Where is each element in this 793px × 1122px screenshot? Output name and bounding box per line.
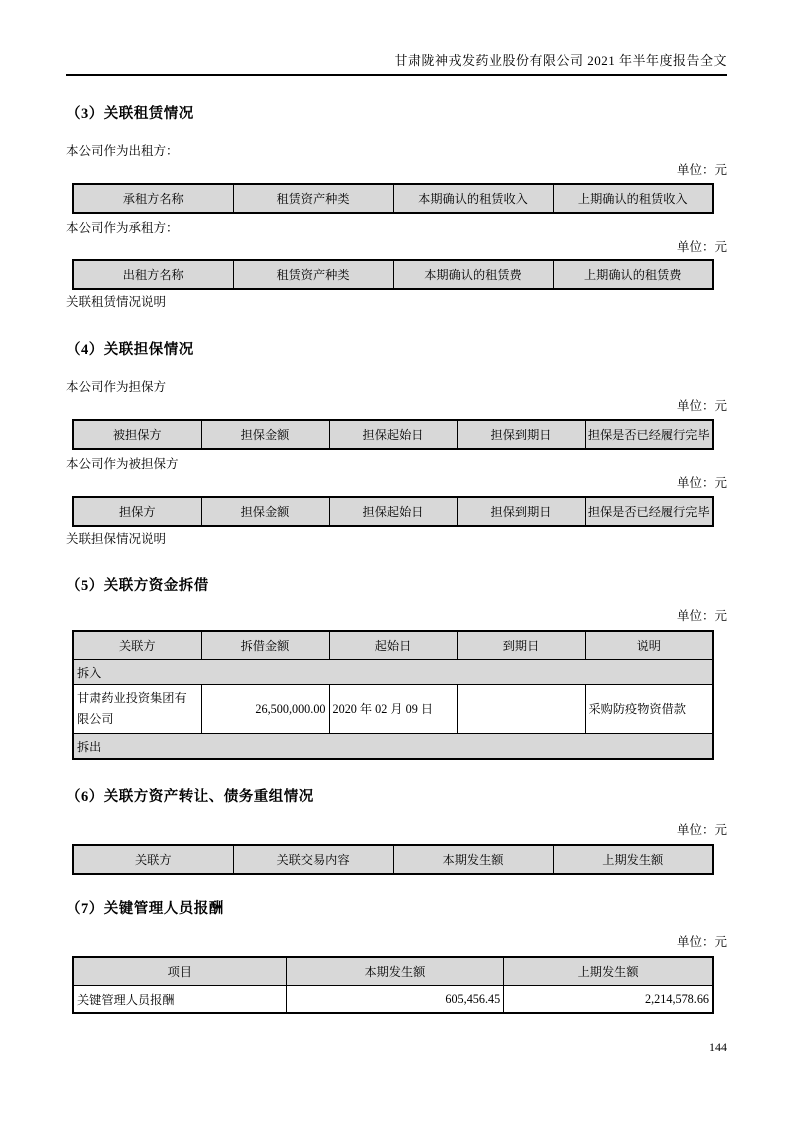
borrow-in-label: 拆入 bbox=[73, 660, 713, 685]
table-header-row bbox=[73, 631, 713, 660]
col-header: 上期发生额 bbox=[504, 957, 713, 986]
section-3-heading: （3）关联租赁情况 bbox=[66, 106, 194, 122]
col-header: 担保到期日 bbox=[457, 497, 585, 526]
col-header: 上期确认的租赁费 bbox=[553, 260, 713, 289]
col-header: 本期确认的租赁收入 bbox=[393, 184, 553, 213]
col-header: 被担保方 bbox=[73, 420, 201, 449]
col-header: 承租方名称 bbox=[73, 184, 233, 213]
col-header: 租赁资产种类 bbox=[233, 184, 393, 213]
lessee-table-wrap bbox=[66, 259, 727, 290]
compensation-item-cell: 关键管理人员报酬 bbox=[73, 986, 286, 1014]
loan-start-date-cell: 2020 年 02 月 09 日 bbox=[329, 685, 457, 734]
guaranteed-table-wrap bbox=[66, 496, 727, 527]
guarantor-table bbox=[72, 419, 714, 450]
col-header: 担保金额 bbox=[201, 497, 329, 526]
asset-transfer-table bbox=[72, 844, 714, 875]
col-header: 担保方 bbox=[73, 497, 201, 526]
loan-note-cell: 采购防疫物资借款 bbox=[585, 685, 713, 734]
doc-header-title: 甘肃陇神戎发药业股份有限公司 2021 年半年度报告全文 bbox=[394, 53, 727, 68]
unit-label: 单位：元 bbox=[676, 609, 727, 623]
compensation-data-row bbox=[73, 986, 713, 1014]
compensation-prior-cell: 2,214,578.66 bbox=[504, 986, 713, 1014]
col-header: 本期发生额 bbox=[286, 957, 504, 986]
guarantee-note: 关联担保情况说明 bbox=[66, 532, 167, 546]
table-header-row bbox=[73, 420, 713, 449]
col-header: 拆借金额 bbox=[201, 631, 329, 660]
col-header: 关联方 bbox=[73, 631, 201, 660]
lessor-table-wrap bbox=[66, 183, 727, 214]
borrow-out-label: 拆出 bbox=[73, 734, 713, 760]
col-header: 关联交易内容 bbox=[233, 845, 393, 874]
col-header: 说明 bbox=[585, 631, 713, 660]
unit-label: 单位：元 bbox=[676, 935, 727, 949]
lessee-table bbox=[72, 259, 714, 290]
section-6-heading: （6）关联方资产转让、债务重组情况 bbox=[66, 789, 314, 805]
borrow-in-band-row bbox=[73, 660, 713, 685]
col-header: 担保是否已经履行完毕 bbox=[585, 420, 713, 449]
table-header-row bbox=[73, 497, 713, 526]
loan-table-wrap bbox=[66, 630, 727, 760]
section-5-heading: （5）关联方资金拆借 bbox=[66, 578, 209, 594]
as-guaranteed-note: 本公司作为被担保方 bbox=[66, 457, 179, 471]
col-header: 关联方 bbox=[73, 845, 233, 874]
rental-note: 关联租赁情况说明 bbox=[66, 295, 167, 309]
page-number: 144 bbox=[709, 1040, 727, 1054]
guarantor-table-wrap bbox=[66, 419, 727, 450]
col-header: 出租方名称 bbox=[73, 260, 233, 289]
loan-table bbox=[72, 630, 714, 760]
loan-amount-cell: 26,500,000.00 bbox=[201, 685, 329, 734]
unit-label: 单位：元 bbox=[676, 823, 727, 837]
col-header: 上期确认的租赁收入 bbox=[553, 184, 713, 213]
table-header-row bbox=[73, 845, 713, 874]
as-lessee-note: 本公司作为承租方： bbox=[66, 221, 179, 235]
loan-party-cell: 甘肃药业投资集团有限公司 bbox=[73, 685, 201, 734]
lessor-table bbox=[72, 183, 714, 214]
as-guarantor-note: 本公司作为担保方 bbox=[66, 380, 167, 394]
col-header: 担保金额 bbox=[201, 420, 329, 449]
asset-transfer-table-wrap bbox=[66, 844, 727, 875]
col-header: 租赁资产种类 bbox=[233, 260, 393, 289]
unit-label: 单位：元 bbox=[676, 399, 727, 413]
compensation-table-wrap bbox=[66, 956, 727, 1014]
col-header: 担保起始日 bbox=[329, 420, 457, 449]
table-header-row bbox=[73, 184, 713, 213]
col-header: 担保起始日 bbox=[329, 497, 457, 526]
col-header: 担保到期日 bbox=[457, 420, 585, 449]
col-header: 上期发生额 bbox=[553, 845, 713, 874]
as-lessor-note: 本公司作为出租方： bbox=[66, 144, 179, 158]
unit-label: 单位：元 bbox=[676, 476, 727, 490]
unit-label: 单位：元 bbox=[676, 240, 727, 254]
section-7-heading: （7）关键管理人员报酬 bbox=[66, 901, 224, 917]
doc-header bbox=[66, 50, 727, 76]
table-header-row bbox=[73, 260, 713, 289]
col-header: 起始日 bbox=[329, 631, 457, 660]
loan-data-row bbox=[73, 685, 713, 734]
borrow-out-band-row bbox=[73, 734, 713, 760]
table-header-row bbox=[73, 957, 713, 986]
col-header: 项目 bbox=[73, 957, 286, 986]
compensation-table bbox=[72, 956, 714, 1014]
compensation-current-cell: 605,456.45 bbox=[286, 986, 504, 1014]
section-4-heading: （4）关联担保情况 bbox=[66, 342, 194, 358]
col-header: 本期确认的租赁费 bbox=[393, 260, 553, 289]
guaranteed-table bbox=[72, 496, 714, 527]
col-header: 本期发生额 bbox=[393, 845, 553, 874]
loan-due-date-cell bbox=[457, 685, 585, 734]
col-header: 担保是否已经履行完毕 bbox=[585, 497, 713, 526]
col-header: 到期日 bbox=[457, 631, 585, 660]
unit-label: 单位：元 bbox=[676, 163, 727, 177]
